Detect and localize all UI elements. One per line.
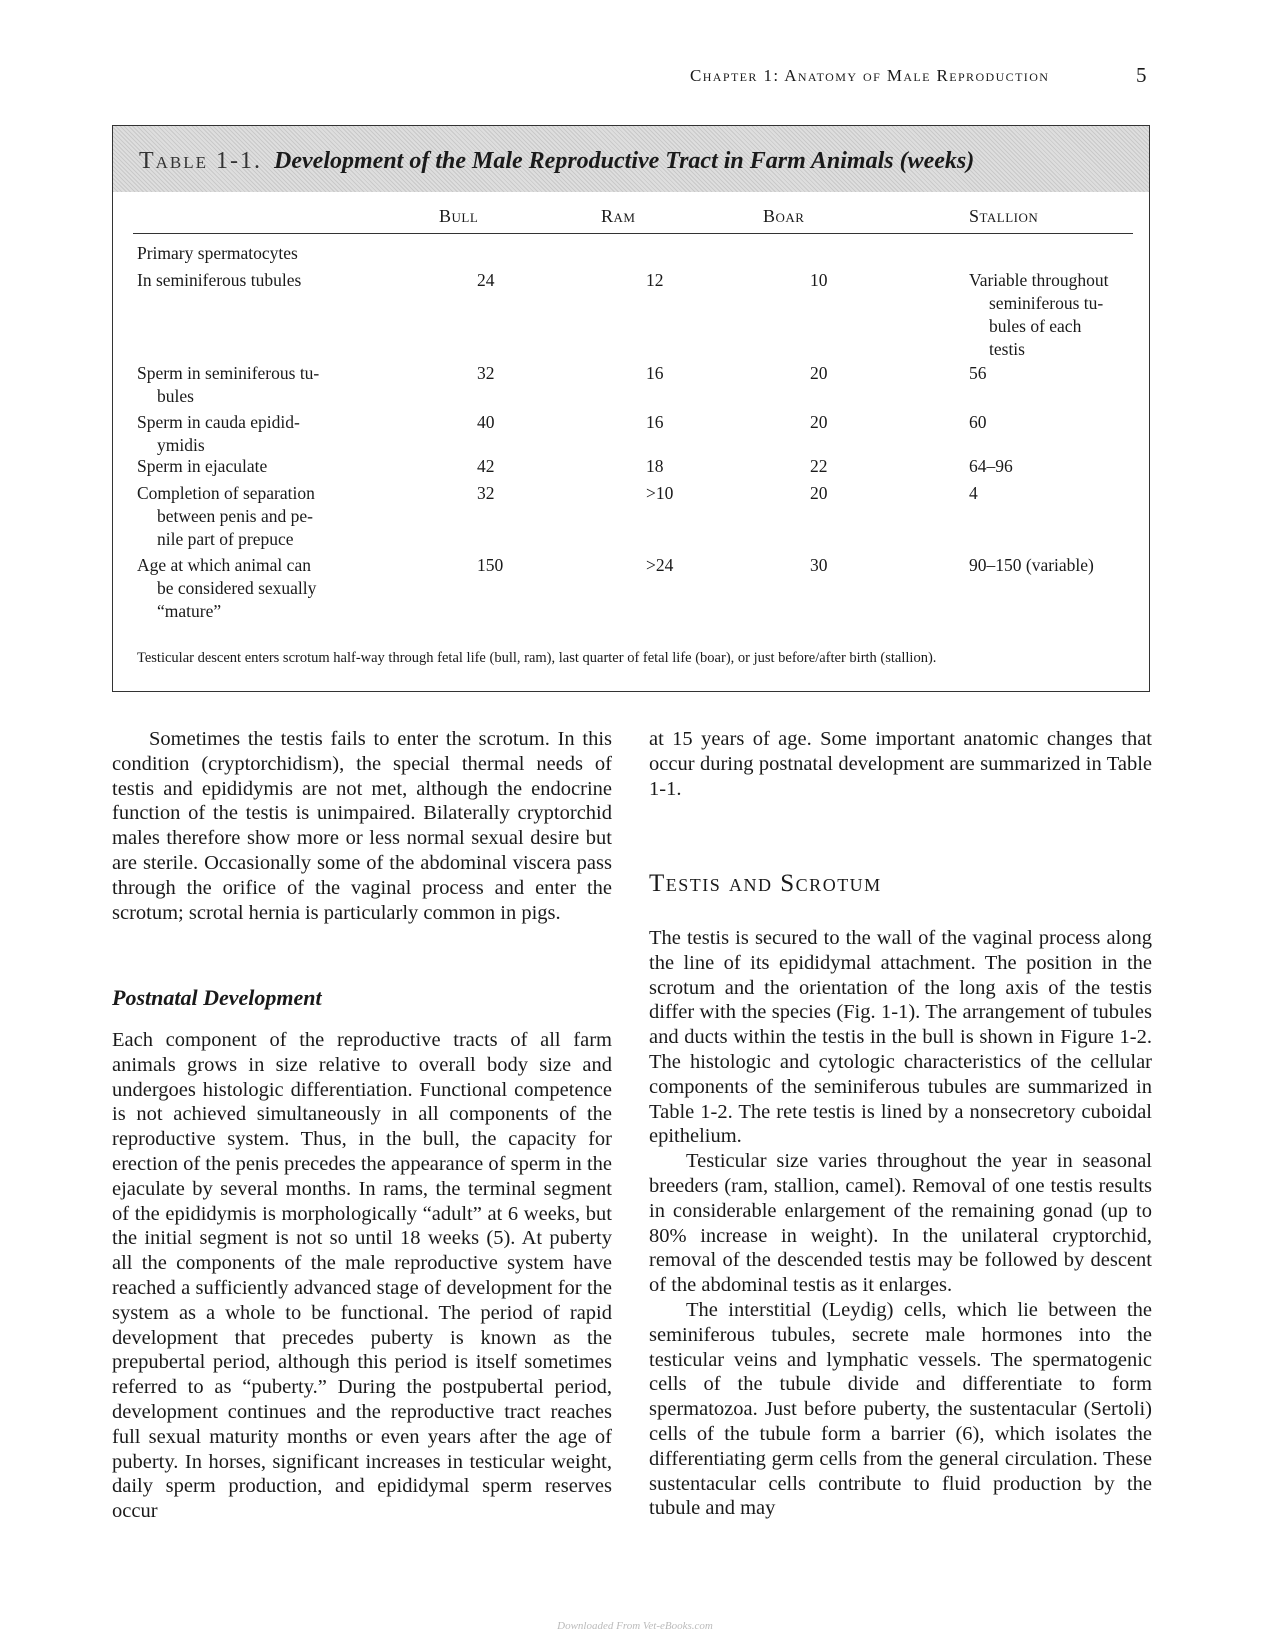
paragraph: The interstitial (Leydig) cells, which lie between the seminiferous tubules, secrete male hormones into the testicular veins and lymphatic vessels. The spermatogenic cells of the tubule divide and differentiate to form spermatozoa. Just before puberty, the sustentacular (Sertoli) cells of the tubule form a barrier (6), which isolates the differentiating germ cells from the general circulation. These sustentacular cells contribute to fluid production by the tubule and may [649, 1298, 1152, 1520]
section-heading-text: Testis and Scrotum [649, 870, 882, 897]
cell-ram: 16 [646, 363, 664, 383]
row-label: Sperm in seminiferous tu- bules [137, 363, 320, 406]
section-heading [649, 872, 1152, 898]
cell-stallion: 90–150 (variable) [969, 555, 1094, 575]
cell-ram: 12 [646, 270, 664, 290]
cell-stallion: 64–96 [969, 456, 1013, 476]
right-column-para-1 [649, 727, 1152, 801]
column-header-ram: Ram [601, 206, 636, 226]
cell-bull: 32 [477, 363, 495, 383]
cell-stallion: 4 [969, 483, 978, 503]
table-caption: Development of the Male Reproductive Tract in Farm Animals (weeks) [274, 148, 975, 174]
table-title [139, 148, 974, 175]
paragraph: Sometimes the testis fails to enter the scrotum. In this condition (cryptorchidism), the special thermal needs of testis and epididymis are not met, although the endocrine function of the testis is unimpaired. Bilaterally cryptorchid males therefore show more or less normal sexual desire but are sterile. Occasionally some of the abdominal viscera pass through the orifice of the vaginal process and enter the scrotum; scrotal hernia is particularly common in pigs. [112, 728, 612, 924]
cell-boar: 20 [810, 412, 828, 432]
row-label: Age at which animal can be considered sexually “mature” [137, 555, 317, 621]
subheading-text: Postnatal Development [112, 985, 322, 1010]
cell-ram: >10 [646, 483, 674, 503]
cell-bull: 150 [477, 555, 504, 575]
development-table [112, 125, 1150, 692]
running-head: Chapter 1: Anatomy of Male Reproduction [690, 66, 1050, 85]
cell-boar: 22 [810, 456, 828, 476]
cell-boar: 10 [810, 270, 828, 290]
cell-boar: 20 [810, 363, 828, 383]
column-header-boar: Boar [763, 206, 805, 226]
cell-ram: 16 [646, 412, 664, 432]
cell-bull: 32 [477, 483, 495, 503]
paragraph: The testis is secured to the wall of the vaginal process along the line of its epididymal attachment. The position in the scrotum and the orientation of the long axis of the testis differ with the species (Fig. 1-1). The arrangement of tubules and ducts within the testis in the bull is shown in Figure 1-2. The histologic and cytologic characteristics of the cellular components of the seminiferous tubules are summarized in Table 1-2. The rete testis is lined by a nonsecretory cuboidal epithelium. [649, 927, 1152, 1148]
page-number: 5 [1136, 63, 1147, 87]
column-header-bull: Bull [439, 206, 479, 226]
paragraph: Each component of the reproductive tracts of all farm animals grows in size relative to overall body size and undergoes histologic differentiation. Functional competence is not achieved simultaneously in all components of the reproductive system. Thus, in the bull, the capacity for erection of the penis precedes the appearance of sperm in the ejaculate by several months. In rams, the terminal segment of the epididymis is morphologically “adult” at 6 weeks, but the initial segment is not so until 18 weeks (5). At puberty all the components of the male reproductive system have reached a sufficiently advanced stage of development for the system as a whole to be functional. The period of rapid development that precedes puberty is known as the prepubertal period, although this period is itself sometimes referred to as “puberty.” During the postpubertal period, development continues and the reproductive tract reaches full sexual maturity months or even years after the age of puberty. In horses, significant increases in testicular weight, daily sperm production, and epididymal sperm reserves occur [112, 1029, 612, 1523]
row-label: Sperm in cauda epidid- ymidis [137, 412, 300, 455]
right-column-body [649, 926, 1152, 1521]
cell-stallion: Variable throughout seminiferous tu- bules of each testis [969, 270, 1109, 359]
table-number: Table 1-1. [139, 148, 263, 174]
left-column-para-2 [112, 1028, 612, 1524]
cell-boar: 20 [810, 483, 828, 503]
cell-bull: 40 [477, 412, 495, 432]
row-label: In seminiferous tubules [137, 270, 302, 290]
cell-bull: 42 [477, 456, 495, 476]
subheading [112, 986, 612, 1012]
row-label: Completion of separation between penis and pe- nile part of prepuce [137, 483, 315, 549]
cell-boar: 30 [810, 555, 828, 575]
column-header-stallion: Stallion [969, 206, 1039, 226]
paragraph: at 15 years of age. Some important anatomic changes that occur during postnatal development are summarized in Table 1-1. [649, 728, 1152, 800]
cell-stallion: 56 [969, 363, 987, 383]
header-rule [133, 233, 1133, 234]
row-label: Sperm in ejaculate [137, 456, 268, 476]
cell-ram: >24 [646, 555, 674, 575]
cell-bull: 24 [477, 270, 495, 290]
left-column-para-1 [112, 727, 612, 925]
table-footnote: Testicular descent enters scrotum half-way through fetal life (bull, ram), last quarter of fetal life (boar), or just before/after birth (stallion). [137, 650, 937, 666]
cell-ram: 18 [646, 456, 664, 476]
cell-stallion: 60 [969, 412, 987, 432]
paragraph: Testicular size varies throughout the year in seasonal breeders (ram, stallion, camel). Removal of one testis results in considerable enlargement of the remaining gonad (up to 80% increase in weight). In the unilateral cryptorchid, removal of the descended testis may be followed by descent of the abdominal testis as it enlarges. [649, 1150, 1152, 1297]
row-group-label: Primary spermatocytes [137, 243, 298, 263]
watermark: Downloaded From Vet-eBooks.com [557, 1620, 713, 1632]
table-title-bar [113, 126, 1149, 192]
